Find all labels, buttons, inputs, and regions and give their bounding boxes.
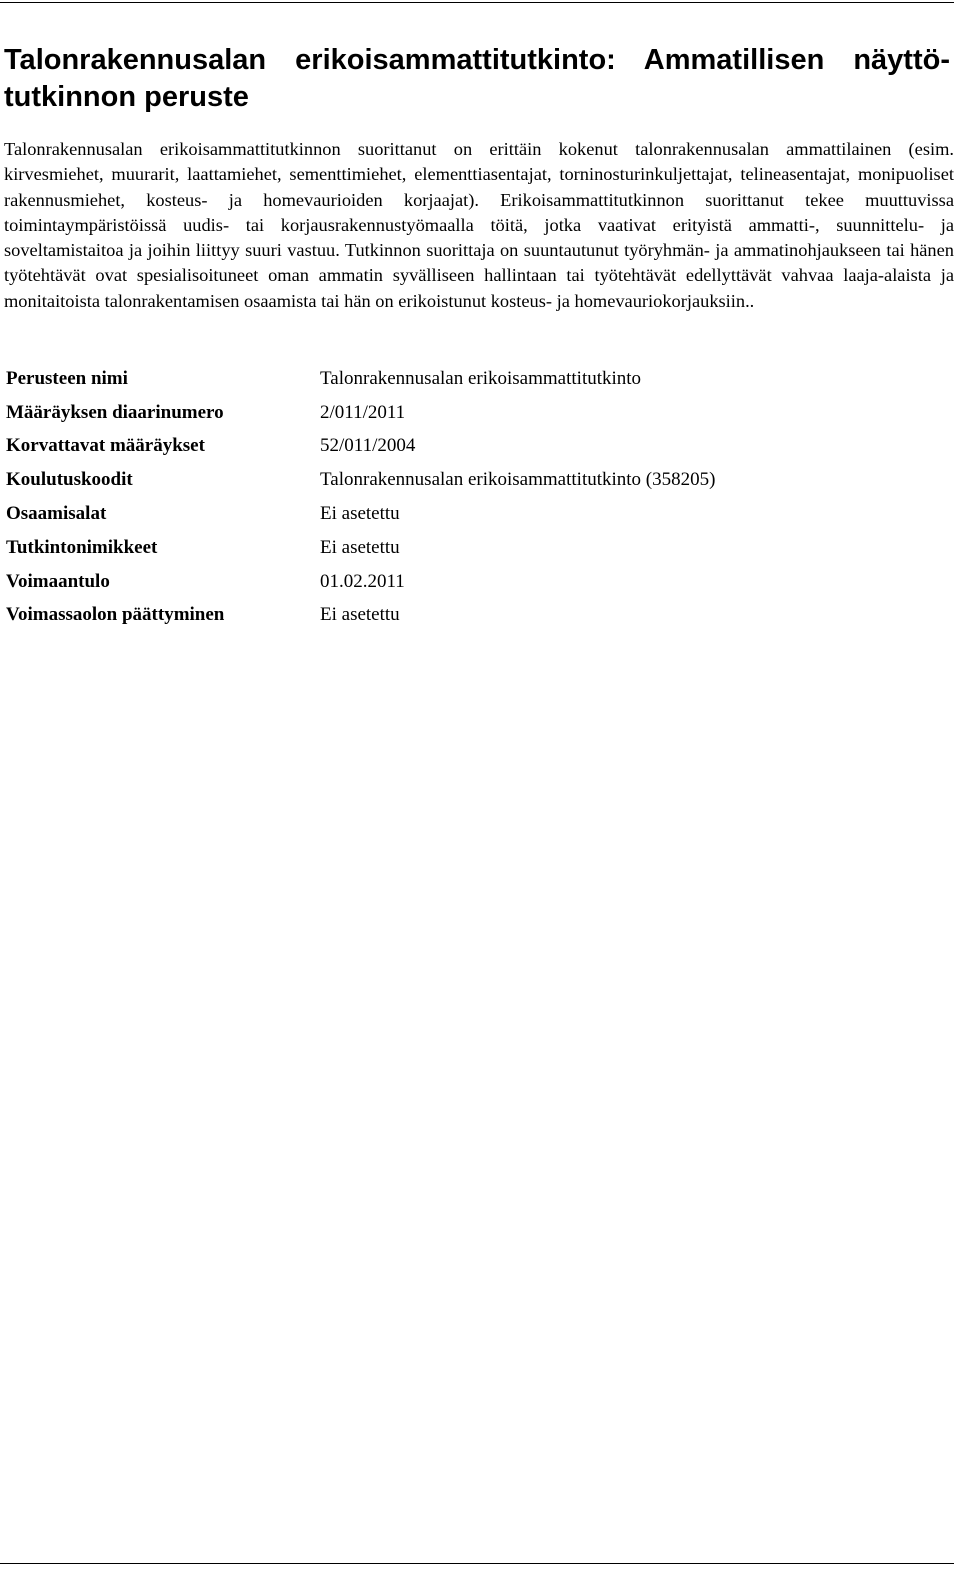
metadata-value: Talonrakennusalan erikoisammattitutkinto (358205) [320,469,716,491]
metadata-label: Tutkintonimikkeet [6,536,158,558]
metadata-value: Ei asetettu [320,604,400,626]
metadata-value: 52/011/2004 [320,435,416,457]
bottom-rule [0,1563,954,1564]
metadata-row [6,531,946,565]
metadata-row [6,565,946,599]
document-title: Talonrakennusalan erikoisammattitutkinto: Ammatillisen näyttötutkinnon peruste [4,44,950,113]
metadata-table [6,362,946,632]
metadata-row [6,497,946,531]
metadata-label: Voimaantulo [6,570,110,592]
metadata-value: Talonrakennusalan erikoisammattitutkinto [320,367,642,389]
metadata-row [6,463,946,497]
metadata-label: Voimassaolon päättyminen [6,604,225,626]
top-rule [0,2,954,3]
metadata-label: Perusteen nimi [6,367,128,389]
metadata-value: Ei asetettu [320,503,400,525]
metadata-row [6,599,946,633]
metadata-label: Korvattavat määräykset [6,435,205,457]
metadata-value: Ei asetettu [320,536,400,558]
metadata-row [6,430,946,464]
metadata-value: 2/011/2011 [320,401,406,423]
metadata-row [6,396,946,430]
metadata-label: Määräyksen diaarinumero [6,401,224,423]
metadata-label: Koulutuskoodit [6,469,133,491]
intro-paragraph: Talonrakennusalan erikoisammattitutkinnon suorittanut on erittäin kokenut talonrakennusalan ammattilainen (esim. kirvesmiehet, muurarit, laattamiehet, sementtimiehet, elementtiasentajat, torninosturinkuljettajat, telineasentajat, monipuoliset rakennusmiehet, kosteus- ja homevaurioiden korjaajat). Erikoisammattitutkinnon suorittanut tekee muuttuvissa toimintaympäristöissä uudis- tai korjausrakennustyömaalla töitä, jotka vaativat erityistä ammatti-, suunnittelu- ja soveltamistaitoa ja joihin liittyy suuri vastuu. Tutkinnon suorittaja on suuntautunut työryhmän- ja ammatinohjaukseen tai hänen työtehtävät ovat spesialisoituneet oman ammatin syvälliseen hallintaan tai työtehtävät edellyttävät vahvaa laaja-alaista ja monitaitoista talonrakentamisen osaamista tai hän on erikoistunut kosteus- ja homevauriokorjauksiin.. [4,139,954,311]
metadata-label: Osaamisalat [6,503,107,525]
metadata-row [6,362,946,396]
metadata-value: 01.02.2011 [320,570,405,592]
